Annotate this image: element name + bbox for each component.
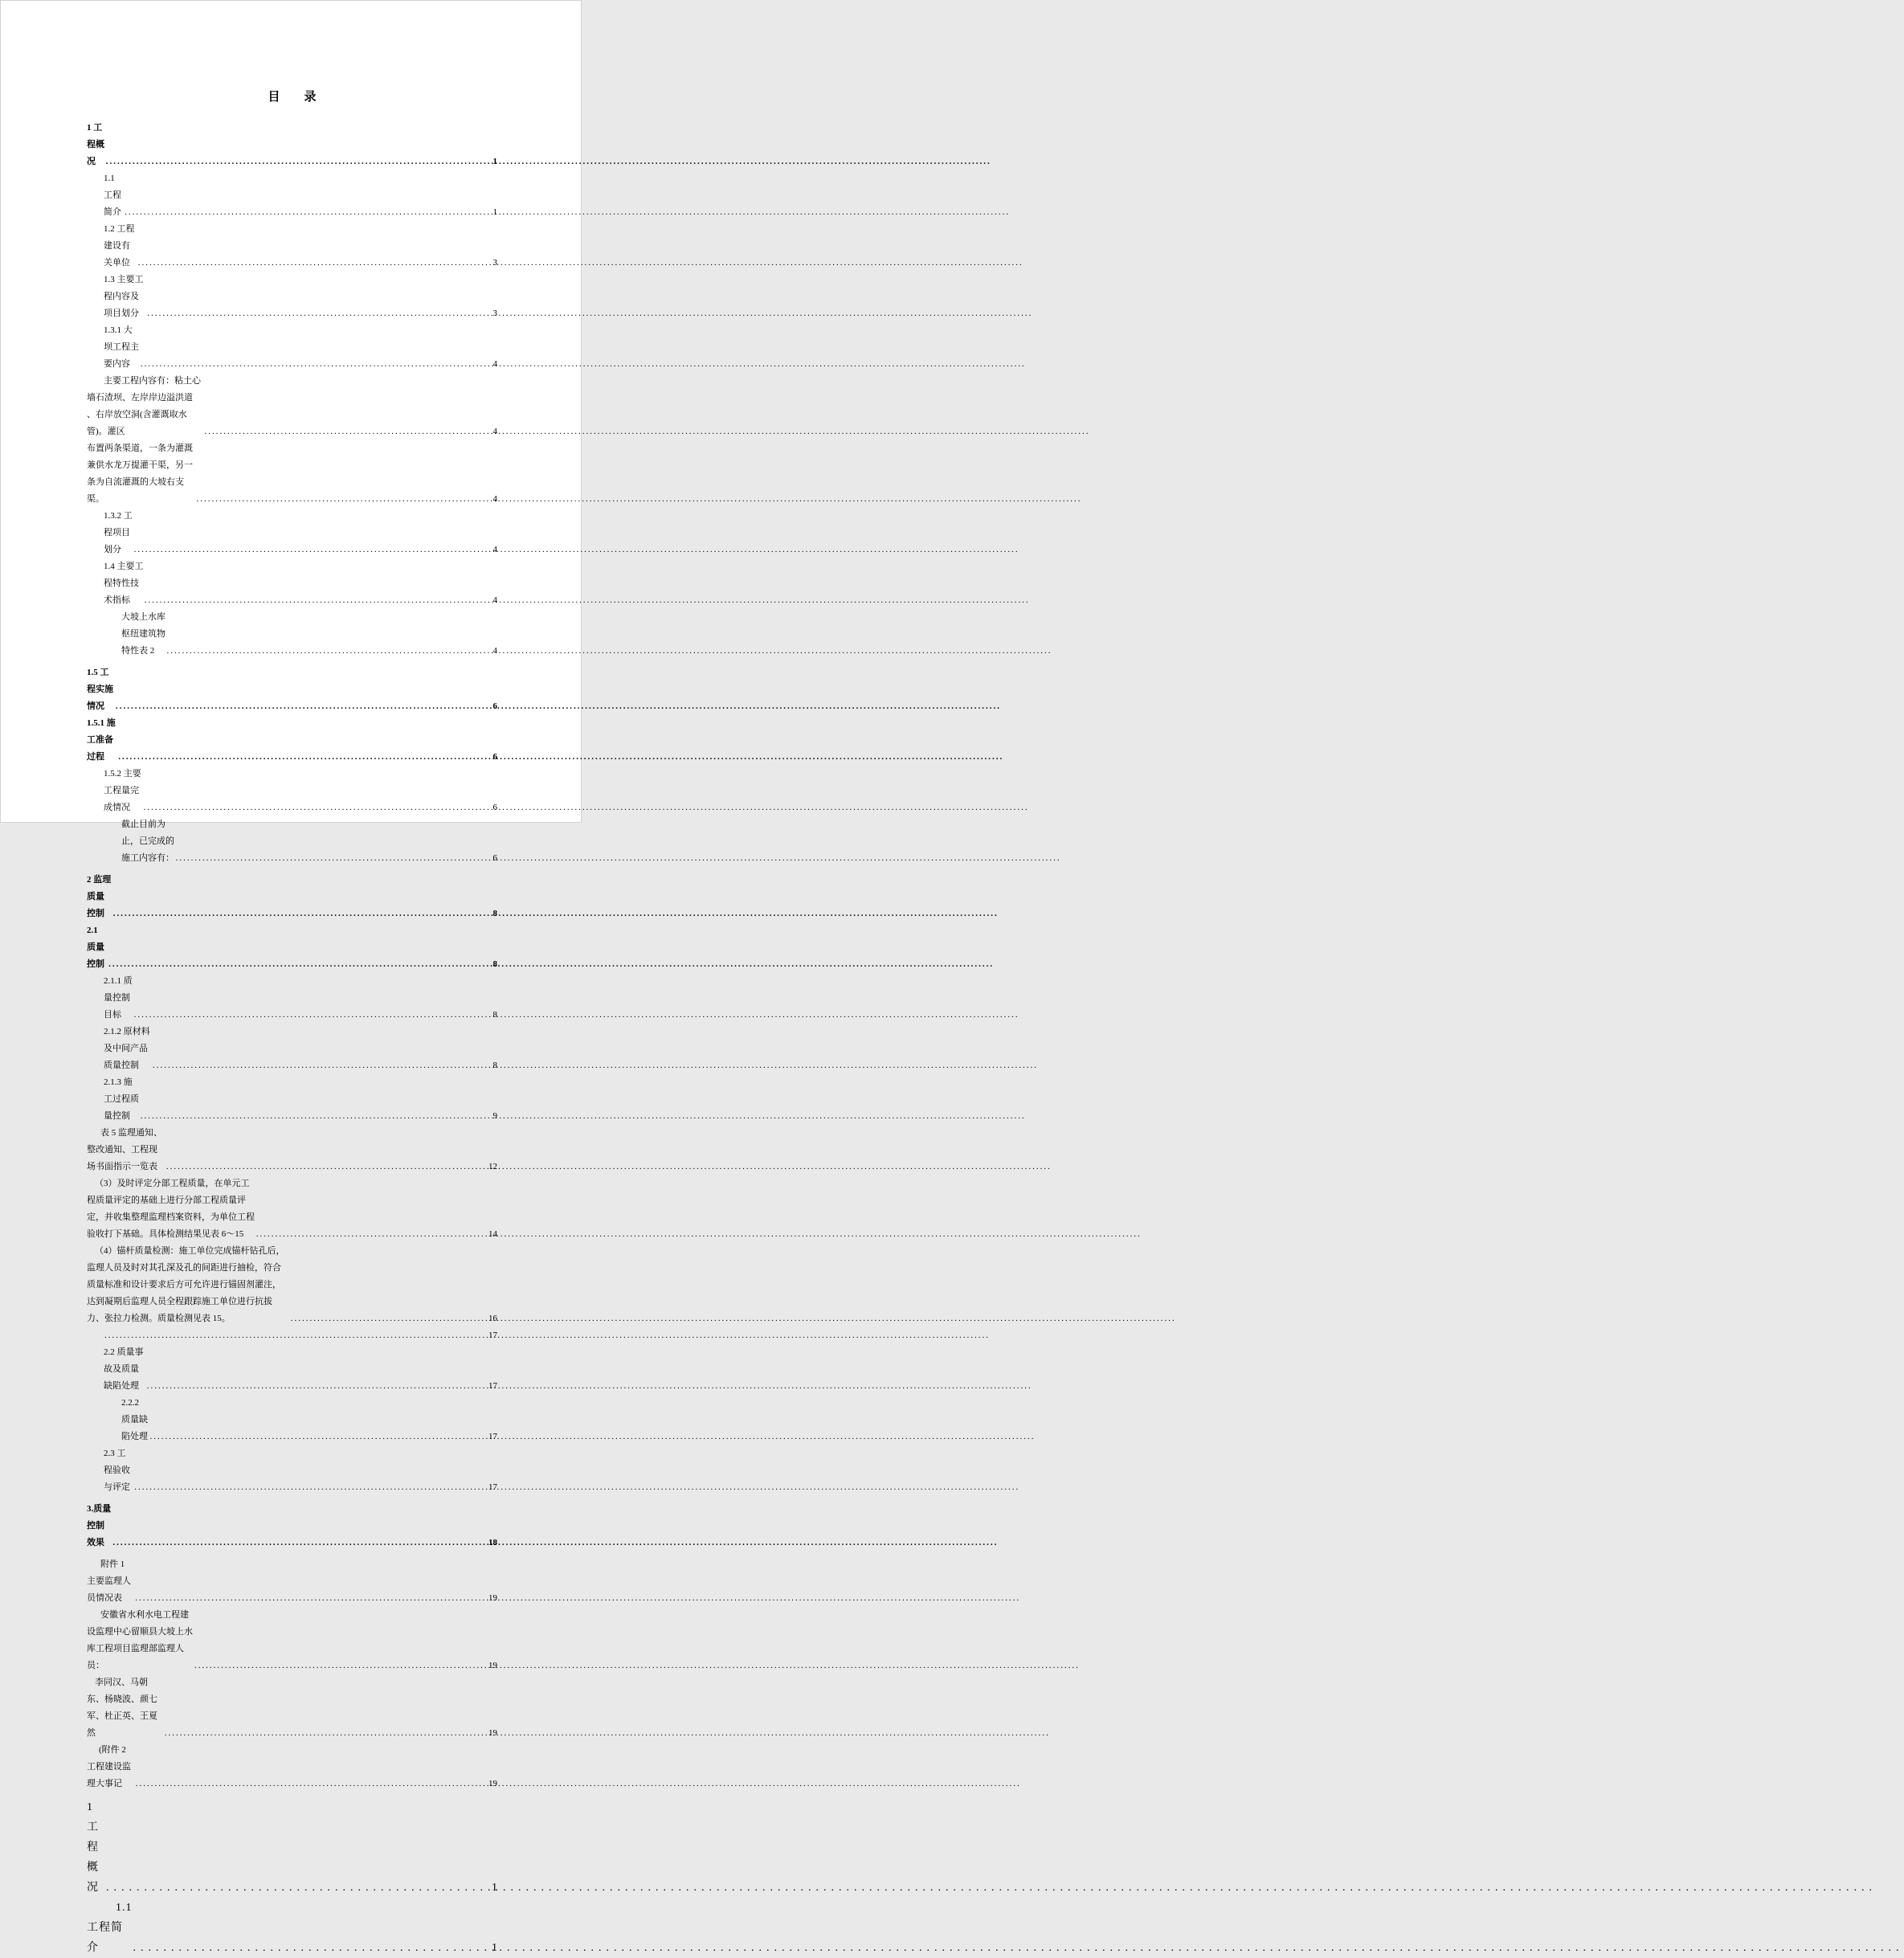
toc-entry-page: 4 bbox=[492, 359, 497, 369]
dot-leader bbox=[134, 542, 492, 558]
toc-entry-text: 1.5.2 主要工程量完成情况 bbox=[104, 769, 141, 812]
toc-entry[interactable] bbox=[87, 973, 497, 1024]
dot-leader bbox=[134, 1479, 487, 1496]
toc-entry-page: 9 bbox=[492, 1111, 497, 1121]
dot-leader bbox=[136, 1776, 487, 1792]
dot-leader bbox=[133, 1938, 491, 1958]
toc-entry[interactable] bbox=[87, 1898, 497, 1958]
toc-entry[interactable] bbox=[87, 1674, 497, 1742]
toc-entry-page: 4 bbox=[492, 595, 497, 605]
toc-entry-page: 4 bbox=[492, 427, 497, 436]
toc-entry-page: 18 bbox=[488, 1538, 497, 1547]
toc-entry-page: 8 bbox=[492, 1010, 497, 1020]
toc-entry-page: 6 bbox=[492, 701, 497, 711]
toc-entry-page: 4 bbox=[492, 545, 497, 554]
toc-title: 目 录 bbox=[268, 91, 317, 104]
dot-leader bbox=[116, 698, 492, 715]
toc-entry[interactable] bbox=[87, 322, 497, 373]
toc-entry[interactable] bbox=[87, 766, 497, 816]
dot-leader bbox=[138, 255, 492, 272]
toc-entry[interactable] bbox=[87, 170, 497, 221]
toc-entry-text: 主要工程内容有：粘土心墙石渣坝、左岸岸边溢洪道 、右岸放空洞(含灌溉取水管)。灌区 bbox=[87, 376, 201, 436]
toc-entry-text: 2.2 质量事故及质量缺陷处理 bbox=[104, 1347, 144, 1391]
toc-entry-text: 2.1.3 施工过程质量控制 bbox=[104, 1077, 139, 1121]
toc-entry[interactable] bbox=[87, 715, 497, 766]
dot-leader bbox=[118, 749, 491, 766]
toc-entry-text: 1 工程概况 bbox=[87, 1801, 109, 1894]
dot-leader bbox=[113, 905, 492, 922]
toc-entry-text: 1.5.1 施工准备过程 bbox=[87, 718, 116, 762]
dot-leader bbox=[166, 643, 491, 660]
toc-entry-text: 1 工程概况 bbox=[87, 123, 104, 166]
toc-entry[interactable] bbox=[87, 664, 497, 715]
toc-entry[interactable] bbox=[87, 1445, 497, 1496]
toc-entry[interactable] bbox=[87, 1344, 497, 1395]
dot-leader bbox=[134, 1007, 492, 1024]
dot-leader bbox=[197, 491, 492, 508]
toc-entry[interactable] bbox=[87, 1742, 497, 1792]
toc-entry-text: 表 5 监理通知、整改通知、工程现场书面指示一览表 bbox=[87, 1128, 162, 1171]
toc-entry-text: 大坡上水库枢纽建筑物特性表 2 bbox=[121, 612, 165, 656]
toc-entry-text: 1.3.1 大坝工程主要内容 bbox=[104, 325, 139, 369]
toc-entry-page: 3 bbox=[492, 309, 497, 318]
toc-entry-page: 6 bbox=[492, 752, 497, 762]
toc-entry-text: 附件 1 主要监理人员情况表 bbox=[87, 1559, 131, 1603]
toc-entry-page: 17 bbox=[488, 1331, 497, 1340]
dot-leader bbox=[147, 1378, 487, 1395]
toc-entry-text: 1.1 工程简介 bbox=[87, 1902, 133, 1954]
dot-leader bbox=[104, 1327, 487, 1344]
dot-leader bbox=[106, 153, 492, 170]
toc-entry-page: 1 bbox=[492, 1942, 497, 1954]
toc-entry[interactable] bbox=[87, 440, 497, 508]
dot-leader bbox=[153, 1057, 492, 1074]
toc-entry-page: 4 bbox=[492, 646, 497, 656]
dot-leader bbox=[106, 1878, 490, 1898]
dot-leader bbox=[166, 1159, 487, 1175]
toc-entry-page: 6 bbox=[492, 853, 497, 863]
toc-entry-page: 8 bbox=[492, 1061, 497, 1070]
toc-entry[interactable] bbox=[87, 1175, 497, 1243]
toc-entry-page: 17 bbox=[488, 1381, 497, 1391]
document-page bbox=[0, 0, 582, 1954]
toc-entry-page: 8 bbox=[492, 959, 497, 969]
toc-entry-text: 2.1.1 质量控制目标 bbox=[104, 976, 133, 1020]
toc-entry[interactable] bbox=[87, 508, 497, 558]
toc-entry[interactable] bbox=[87, 373, 497, 440]
toc-entry-text: （3）及时评定分部工程质量，在单元工程质量评定的基础上进行分部工程质量评定，并收集整理监理档案资料，为单位工程验收打下基础。具体检测结果见表 6～15 bbox=[87, 1179, 255, 1239]
toc-entry-page: 1 bbox=[492, 1882, 497, 1894]
dot-leader bbox=[147, 305, 491, 322]
toc-entry[interactable] bbox=[87, 558, 497, 609]
toc-entry[interactable] bbox=[87, 1243, 497, 1327]
toc-entry[interactable] bbox=[87, 1327, 497, 1344]
toc-entry-page: 1 bbox=[492, 207, 497, 217]
dot-leader bbox=[112, 1535, 487, 1551]
toc-entry[interactable] bbox=[87, 272, 497, 322]
toc-entry-page: 19 bbox=[488, 1728, 497, 1738]
dot-leader bbox=[144, 799, 492, 816]
dot-leader bbox=[165, 1725, 487, 1742]
toc-entry[interactable] bbox=[87, 1797, 497, 1898]
dot-leader bbox=[256, 1226, 487, 1243]
toc-entry-page: 19 bbox=[488, 1661, 497, 1670]
toc-entry-page: 14 bbox=[488, 1229, 497, 1239]
toc-list bbox=[87, 120, 497, 1958]
dot-leader bbox=[125, 204, 491, 221]
toc-entry[interactable] bbox=[87, 1024, 497, 1074]
toc-entry-text: （4）锚杆质量检测：施工单位完成锚杆钻孔后，监理人员及时对其孔深及孔的间距进行抽检，符合质量标准和设计要求后方可允许进行锚固剂灌注，达到凝期后监理人员全程跟踪施工单位进行抗拔力、张拉力检测。质量检测见表 15。 bbox=[87, 1246, 285, 1323]
toc-entry[interactable] bbox=[87, 872, 497, 922]
dot-leader bbox=[150, 1429, 487, 1445]
toc-entry[interactable] bbox=[87, 221, 497, 272]
toc-entry[interactable] bbox=[87, 1607, 497, 1674]
toc-entry-page: 8 bbox=[492, 909, 497, 918]
toc-entry-text: 1.3 主要工程内容及项目划分 bbox=[104, 275, 144, 318]
toc-entry[interactable] bbox=[87, 609, 497, 660]
toc-entry-page: 1 bbox=[492, 157, 497, 166]
dot-leader bbox=[135, 1590, 487, 1607]
toc-entry-text: 2.1.2 原材料及中间产品质量控制 bbox=[104, 1027, 150, 1070]
toc-entry-text: 2.2.2 质量缺陷处理 bbox=[121, 1398, 148, 1441]
toc-entry-page: 17 bbox=[488, 1482, 497, 1492]
toc-entry-text: 1.1 工程简介 bbox=[104, 174, 121, 217]
toc-entry-text: 截止目前为止，已完成的施工内容有： bbox=[121, 820, 174, 863]
toc-entry-page: 19 bbox=[488, 1593, 497, 1603]
toc-entry[interactable] bbox=[87, 1125, 497, 1175]
toc-entry[interactable] bbox=[87, 1501, 497, 1551]
toc-entry-page: 12 bbox=[488, 1162, 497, 1171]
toc-entry-text: 2.1 质量控制 bbox=[87, 926, 104, 969]
dot-leader bbox=[108, 956, 491, 973]
toc-entry-page: 17 bbox=[488, 1432, 497, 1441]
toc-entry-text: 安徽省水利水电工程建设监理中心留顺县大坡上水库工程项目监理部监理人员： bbox=[87, 1610, 193, 1670]
toc-entry-text: 1.2 工程建设有关单位 bbox=[104, 224, 135, 268]
dot-leader bbox=[204, 423, 491, 440]
toc-entry-page: 16 bbox=[488, 1314, 497, 1323]
toc-entry-page: 4 bbox=[492, 494, 497, 504]
toc-entry-page: 3 bbox=[492, 258, 497, 268]
dot-leader bbox=[141, 356, 492, 373]
toc-entry-text: 李同汉、马朝东、杨晓波、颜七军、杜正英、王夏然 bbox=[87, 1678, 157, 1738]
dot-leader bbox=[176, 850, 492, 867]
toc-entry-text: 1.4 主要工程特性技术指标 bbox=[104, 562, 144, 605]
toc-entry[interactable] bbox=[87, 816, 497, 867]
toc-entry[interactable] bbox=[87, 1074, 497, 1125]
toc-entry-page: 6 bbox=[492, 803, 497, 812]
toc-entry-text: 1.3.2 工程项目划分 bbox=[104, 511, 133, 554]
toc-entry-text: 3.质量控制效果 bbox=[87, 1504, 112, 1547]
toc-entry-text: 2 监理质量控制 bbox=[87, 875, 112, 918]
dot-leader bbox=[141, 1108, 492, 1125]
toc-entry-page: 19 bbox=[488, 1779, 497, 1788]
toc-entry[interactable] bbox=[87, 922, 497, 973]
toc-entry[interactable] bbox=[87, 1556, 497, 1607]
toc-entry-text: 1.5 工程实施情况 bbox=[87, 668, 113, 711]
dot-leader bbox=[194, 1658, 487, 1674]
dot-leader bbox=[145, 592, 492, 609]
toc-entry[interactable] bbox=[87, 1395, 497, 1445]
toc-entry-text: (附件 2 工程建设监理大事记 bbox=[87, 1745, 131, 1788]
toc-entry[interactable] bbox=[87, 120, 497, 170]
toc-entry-text: 布置两条渠道，一条为灌溉兼供水龙万提灌干渠，另一条为自流灌溉的大坡右支渠。 bbox=[87, 444, 193, 504]
toc-entry-text: 2.3 工程验收与评定 bbox=[104, 1449, 130, 1492]
dot-leader bbox=[291, 1310, 487, 1327]
